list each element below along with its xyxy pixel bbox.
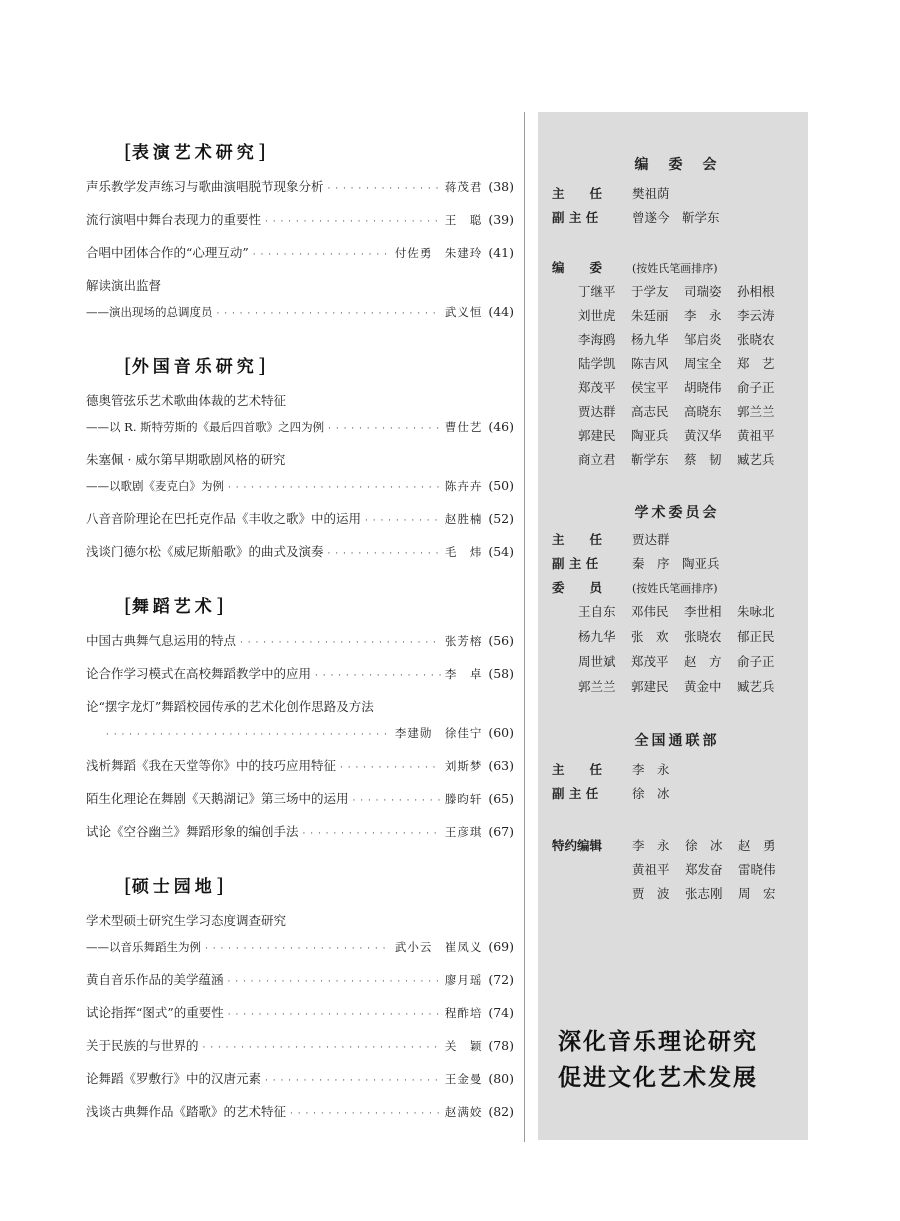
- editorial-board-title: 编 委 会: [634, 157, 720, 173]
- special-editor-row: 黄祖平 郑发奋 雷晓伟: [632, 862, 776, 877]
- toc-entry[interactable]: · · · 李建勋 徐佳宁 (60): [86, 721, 514, 745]
- toc-entry[interactable]: 陌生化理论在舞剧《天鹅湖记》第三场中的运用 · · · 滕昀轩 (65): [86, 787, 514, 811]
- toc-entry-title[interactable]: 论“摆字龙灯”舞蹈校园传承的艺术化创作思路及方法: [86, 699, 374, 714]
- column-divider: [524, 112, 525, 1142]
- editorial-deputy-label: 副 主 任: [552, 210, 599, 225]
- editorial-director-label: 主 任: [552, 186, 603, 201]
- member-row: 贾达群 高志民 高晓东 郭兰兰: [578, 404, 775, 419]
- liaison-director-label: 主 任: [552, 762, 603, 777]
- member-row: 郭建民 陶亚兵 黄汉华 黄祖平: [578, 428, 775, 443]
- member-row: 周世斌 郑茂平 赵 方 俞子正: [578, 654, 775, 669]
- toc-entry-title[interactable]: 德奥管弦乐艺术歌曲体裁的艺术特征: [86, 393, 287, 408]
- liaison-director: 李 永: [632, 762, 670, 777]
- special-editor-row: 李 永 徐 冰 赵 勇: [632, 838, 776, 853]
- toc-entry[interactable]: 关于民族的与世界的 · · · 关 颖 (78): [86, 1034, 514, 1058]
- toc-entry[interactable]: 合唱中团体合作的“心理互动” · · · 付佐勇 朱建玲 (41): [86, 241, 514, 265]
- editorial-deputies: 曾遂今 靳学东: [632, 210, 720, 225]
- toc-entry-title[interactable]: 朱塞佩 · 威尔第早期歌剧风格的研究: [86, 452, 286, 467]
- section-title: [外国音乐研究]: [124, 353, 266, 377]
- table-of-contents: [86, 136, 514, 1124]
- toc-entry[interactable]: 浅谈古典舞作品《踏歌》的艺术特征 · · · 赵满姣 (82): [86, 1100, 514, 1124]
- liaison-deputy-label: 副 主 任: [552, 786, 599, 801]
- toc-entry[interactable]: ——以 R. 斯特劳斯的《最后四首歌》之四为例 · · · 曹仕艺 (46): [86, 415, 514, 439]
- toc-entry[interactable]: 论合作学习模式在高校舞蹈教学中的应用 · · · 李 卓 (58): [86, 662, 514, 686]
- committee-panel: [538, 112, 808, 1140]
- member-row: 郭兰兰 郭建民 黄金中 臧艺兵: [578, 679, 775, 694]
- toc-entry[interactable]: 黄自音乐作品的美学蕴涵 · · · 廖月瑶 (72): [86, 968, 514, 992]
- toc-entry[interactable]: 声乐教学发声练习与歌曲演唱脱节现象分析 · · · 蒋茂君 (38): [86, 175, 514, 199]
- toc-entry[interactable]: 流行演唱中舞台表现力的重要性 · · · 王 聪 (39): [86, 208, 514, 232]
- academic-director: 贾达群: [632, 532, 670, 547]
- section-title: [表演艺术研究]: [124, 139, 266, 163]
- member-row: 商立君 靳学东 蔡 韧 臧艺兵: [578, 452, 775, 467]
- toc-entry[interactable]: 试论《空谷幽兰》舞蹈形象的编创手法 · · · 王彦琪 (67): [86, 820, 514, 844]
- academic-members-note: (按姓氏笔画排序): [632, 582, 718, 595]
- toc-entry[interactable]: 浅谈门德尔松《威尼斯船歌》的曲式及演奏 · · · 毛 炜 (54): [86, 540, 514, 564]
- toc-entry-title[interactable]: 学术型硕士研究生学习态度调查研究: [86, 913, 287, 928]
- toc-entry[interactable]: ——以音乐舞蹈生为例 · · · 武小云 崔凤义 (69): [86, 935, 514, 959]
- academic-deputies: 秦 序 陶亚兵: [632, 556, 720, 571]
- member-row: 杨九华 张 欢 张晓农 郁正民: [578, 629, 775, 644]
- academic-director-label: 主 任: [552, 532, 603, 547]
- toc-entry-title[interactable]: 解读演出监督: [86, 278, 162, 293]
- editorial-members-note: (按姓氏笔画排序): [632, 262, 718, 275]
- member-row: 郑茂平 侯宝平 胡晓伟 俞子正: [578, 380, 775, 395]
- slogan-line-1: 深化音乐理论研究: [558, 1028, 758, 1055]
- member-row: 丁继平 于学友 司瑞姿 孙相根: [578, 284, 775, 299]
- toc-entry[interactable]: 八音音阶理论在巴托克作品《丰收之歌》中的运用 · · · 赵胜楠 (52): [86, 507, 514, 531]
- toc-entry[interactable]: 中国古典舞气息运用的特点 · · · 张芳榕 (56): [86, 629, 514, 653]
- slogan-line-2: 促进文化艺术发展: [558, 1064, 758, 1091]
- toc-entry[interactable]: 浅析舞蹈《我在天堂等你》中的技巧应用特征 · · · 刘斯梦 (63): [86, 754, 514, 778]
- member-row: 李海鸥 杨九华 邹启炎 张晓农: [578, 332, 775, 347]
- special-editors-label: 特约编辑: [552, 838, 603, 853]
- member-row: 刘世虎 朱廷丽 李 永 李云涛: [578, 308, 775, 323]
- toc-entry[interactable]: 试论指挥“图式”的重要性 · · · 程酢培 (74): [86, 1001, 514, 1025]
- section-title: [硕士园地]: [124, 873, 224, 897]
- slogan: [558, 1024, 798, 1096]
- editorial-members-label: 编 委: [552, 260, 603, 275]
- toc-entry[interactable]: 论舞蹈《罗敷行》中的汉唐元素 · · · 王金曼 (80): [86, 1067, 514, 1091]
- member-row: 陆学凯 陈吉风 周宝全 郑 艺: [578, 356, 775, 371]
- section-title: [舞蹈艺术]: [124, 593, 224, 617]
- toc-entry[interactable]: ——演出现场的总调度员 · · · 武义恒 (44): [86, 300, 514, 324]
- academic-committee-title: 学术委员会: [634, 505, 720, 521]
- editorial-director: 樊祖荫: [632, 186, 670, 201]
- member-row: 王自东 邓伟民 李世相 朱咏北: [578, 604, 775, 619]
- toc-entry[interactable]: ——以歌剧《麦克白》为例 · · · 陈卉卉 (50): [86, 474, 514, 498]
- academic-deputy-label: 副 主 任: [552, 556, 599, 571]
- liaison-deputies: 徐 冰: [632, 786, 670, 801]
- liaison-title: 全国通联部: [634, 733, 720, 749]
- special-editor-row: 贾 波 张志刚 周 宏: [632, 886, 776, 901]
- academic-members-label: 委 员: [552, 580, 603, 595]
